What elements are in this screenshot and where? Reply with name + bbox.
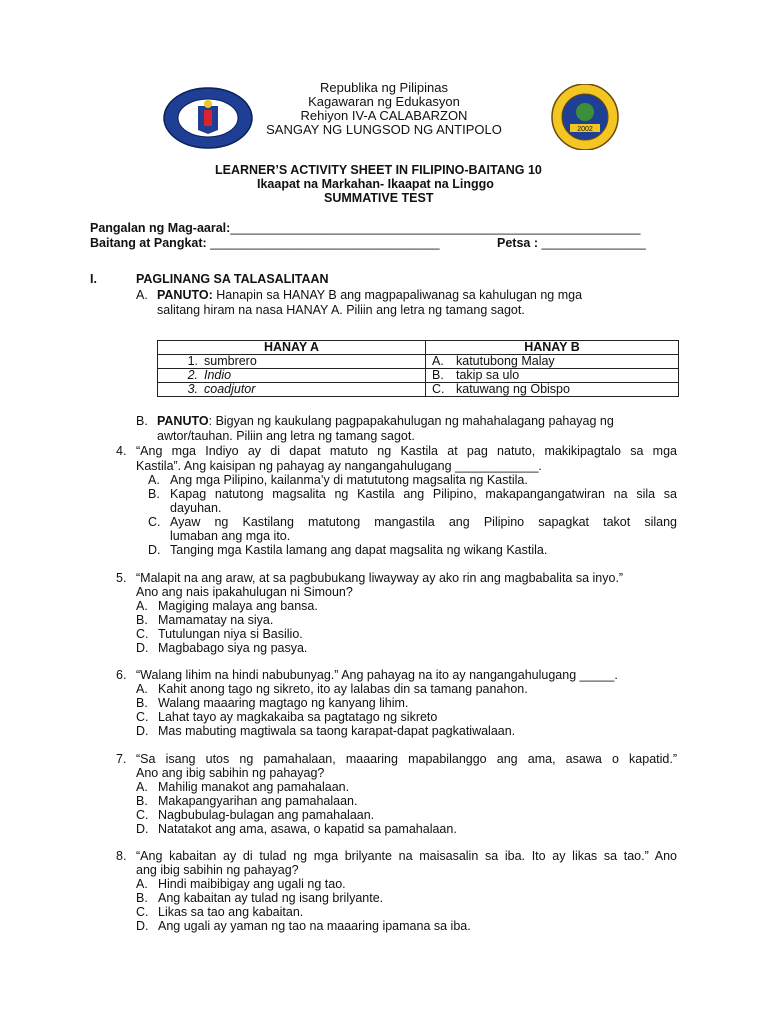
- q4-number: 4.: [116, 444, 127, 458]
- row-letter: C.: [432, 382, 445, 396]
- q6-choice-d[interactable]: Mas mabuting magtiwala sa taong karapat-dapat pagkatiwalaan.: [158, 724, 516, 738]
- q8-choice-d[interactable]: Ang ugali ay yaman ng tao na maaaring ipamana sa iba.: [158, 919, 471, 933]
- q5-choice-a[interactable]: Magiging malaya ang bansa.: [158, 599, 318, 613]
- panuto-b-text: : Bigyan ng kaukulang pagpapakahulugan ng mahahalagang pahayag ng: [208, 414, 614, 428]
- table-row: [158, 355, 679, 369]
- q4-letter-d: D.: [148, 543, 161, 557]
- q7-choice-b[interactable]: Makapangyarihan ang pamahalaan.: [158, 794, 358, 808]
- q5-choice-c[interactable]: Tutulungan niya si Basilio.: [158, 627, 303, 641]
- q5-choice-b[interactable]: Mamamatay na siya.: [158, 613, 274, 627]
- header-rehiyon: Rehiyon IV-A CALABARZON: [300, 108, 468, 123]
- hanay-a-header: HANAY A: [158, 341, 426, 355]
- q5-choice-d[interactable]: Magbabago siya ng pasya.: [158, 641, 308, 655]
- date-blank: _______________: [541, 236, 646, 250]
- date-label: Petsa :: [497, 236, 538, 250]
- q7-choice-a[interactable]: Mahilig manakot ang pamahalaan.: [158, 780, 350, 794]
- q6-number: 6.: [116, 668, 127, 682]
- row-number: 1.: [187, 354, 198, 368]
- sheet-summative: SUMMATIVE TEST: [324, 191, 434, 205]
- q8-choice-b[interactable]: Ang kabaitan ay tulad ng isang brilyante.: [158, 891, 384, 905]
- section-title: PAGLINANG SA TALASALITAAN: [136, 272, 329, 286]
- q8-choice-a[interactable]: Hindi maibibigay ang ugali ng tao.: [158, 877, 346, 891]
- q4-choice-c-cont: lumaban ang mga ito.: [170, 529, 291, 543]
- row-number: 3.: [187, 382, 198, 396]
- q8-letter-c: C.: [136, 905, 149, 919]
- q4-letter-b: B.: [148, 487, 160, 501]
- hanay-b-header: HANAY B: [426, 341, 679, 355]
- q6-letter-b: B.: [136, 696, 148, 710]
- q8-number: 8.: [116, 849, 127, 863]
- table-row: [158, 383, 679, 397]
- q7-choice-c[interactable]: Nagbubulag-bulagan ang pamahalaan.: [158, 808, 375, 822]
- q5-letter-a: A.: [136, 599, 148, 613]
- q5-number: 5.: [116, 571, 127, 585]
- q4-choice-a[interactable]: Ang mga Pilipino, kailanma’y di matututong magsalita ng Kastila.: [170, 473, 528, 487]
- q7-letter-a: A.: [136, 780, 148, 794]
- q8-letter-b: B.: [136, 891, 148, 905]
- section-number: I.: [90, 272, 97, 286]
- row-letter: A.: [432, 354, 444, 368]
- q8-stem-1: “Ang kabaitan ay di tulad ng mga brilyante na maisasalin sa iba. Ito ay likas sa tao.” Ano: [136, 849, 677, 863]
- q6-letter-a: A.: [136, 682, 148, 696]
- name-label: Pangalan ng Mag-aaral:: [90, 221, 231, 235]
- panuto-a-text2: salitang hiram na nasa HANAY A. Piliin ang letra ng tamang sagot.: [157, 303, 525, 317]
- hanay-a-item: Indio: [204, 368, 232, 382]
- q4-choice-c[interactable]: Ayaw ng Kastilang matutong mangastila ang Pilipino sapagkat takot silang: [170, 515, 677, 529]
- panuto-b-text2: awtor/tauhan. Piliin ang letra ng tamang sagot.: [157, 429, 415, 443]
- grade-blank: _________________________________: [210, 236, 440, 250]
- q5-stem-1: “Malapit na ang araw, at sa pagbubukang liwayway ay ako rin ang magbabalita sa inyo.”: [136, 571, 624, 585]
- hanay-table: [157, 340, 679, 397]
- seal-year: 2002: [577, 126, 593, 133]
- panuto-b-letter: B.: [136, 414, 148, 428]
- name-field[interactable]: [90, 221, 640, 235]
- header-sangay: SANGAY NG LUNGSOD NG ANTIPOLO: [266, 122, 502, 137]
- sheet-title: LEARNER’S ACTIVITY SHEET IN FILIPINO-BAITANG 10: [215, 163, 542, 177]
- q7-letter-b: B.: [136, 794, 148, 808]
- hanay-b-item: katutubong Malay: [456, 354, 555, 368]
- hanay-a-item: coadjutor: [204, 382, 256, 396]
- panuto-b: [157, 414, 614, 428]
- panuto-a: [157, 288, 582, 302]
- hanay-header-row: [158, 341, 679, 355]
- q6-choice-c[interactable]: Lahat tayo ay magkakaiba sa pagtatago ng sikreto: [158, 710, 438, 724]
- row-number: 2.: [187, 368, 198, 382]
- grade-field[interactable]: [90, 236, 440, 250]
- q6-stem-1: “Walang lihim na hindi nabubunyag.” Ang pahayag na ito ay nangangahulugang _____.: [136, 668, 618, 682]
- q8-stem-2: ang ibig sabihin ng pahayag?: [136, 863, 299, 877]
- panuto-a-label: PANUTO:: [157, 288, 213, 302]
- q8-choice-c[interactable]: Likas sa tao ang kabaitan.: [158, 905, 304, 919]
- q7-letter-c: C.: [136, 808, 149, 822]
- q5-letter-d: D.: [136, 641, 149, 655]
- panuto-a-letter: A.: [136, 288, 148, 302]
- q8-letter-a: A.: [136, 877, 148, 891]
- q7-choice-d[interactable]: Natatakot ang ama, asawa, o kapatid sa pamahalaan.: [158, 822, 457, 836]
- q6-letter-d: D.: [136, 724, 149, 738]
- q4-stem-2: Kastila”. Ang kaisipan ng pahayag ay nangangahulugang ____________.: [136, 459, 542, 473]
- row-letter: B.: [432, 368, 444, 382]
- hanay-b-item: takip sa ulo: [456, 368, 520, 382]
- header-republika: Republika ng Pilipinas: [320, 80, 448, 95]
- q7-letter-d: D.: [136, 822, 149, 836]
- panuto-b-label: PANUTO: [157, 414, 209, 428]
- q7-stem-1: “Sa isang utos ng pamahalaan, maaaring mapabilanggo ang ama, asawa o kapatid.”: [136, 752, 677, 766]
- q8-letter-d: D.: [136, 919, 149, 933]
- q5-letter-b: B.: [136, 613, 148, 627]
- q4-choice-b-cont: dayuhan.: [170, 501, 222, 515]
- q5-stem-2: Ano ang nais ipakahulugan ni Simoun?: [136, 585, 353, 599]
- q5-letter-c: C.: [136, 627, 149, 641]
- header-kagawaran: Kagawaran ng Edukasyon: [308, 94, 460, 109]
- date-field[interactable]: [497, 236, 646, 250]
- hanay-a-item: sumbrero: [204, 354, 257, 368]
- q4-letter-a: A.: [148, 473, 160, 487]
- q6-letter-c: C.: [136, 710, 149, 724]
- q6-choice-b[interactable]: Walang maaaring magtago ng kanyang lihim.: [158, 696, 409, 710]
- q7-number: 7.: [116, 752, 127, 766]
- q7-stem-2: Ano ang ibig sabihin ng pahayag?: [136, 766, 325, 780]
- hanay-b-item: katuwang ng Obispo: [456, 382, 570, 396]
- panuto-a-text: Hanapin sa HANAY B ang magpapaliwanag sa kahulugan ng mga: [216, 288, 583, 302]
- q4-letter-c: C.: [148, 515, 161, 529]
- sheet-subtitle: Ikaapat na Markahan- Ikaapat na Linggo: [257, 177, 494, 191]
- grade-label: Baitang at Pangkat:: [90, 236, 207, 250]
- q4-choice-b[interactable]: Kapag natutong magsalita ng Kastila ang Pilipino, makapangangatwiran na sila sa: [170, 487, 677, 501]
- q6-choice-a[interactable]: Kahit anong tago ng sikreto, ito ay lalabas din sa tamang panahon.: [158, 682, 528, 696]
- name-blank: ___________________________________________________________: [230, 221, 641, 235]
- q4-stem-1: “Ang mga Indiyo ay di dapat matuto ng Kastila at pag natuto, makikipagtalo sa mga: [136, 444, 677, 458]
- table-row: [158, 369, 679, 383]
- q4-choice-d[interactable]: Tanging mga Kastila lamang ang dapat magsalita ng wikang Kastila.: [170, 543, 548, 557]
